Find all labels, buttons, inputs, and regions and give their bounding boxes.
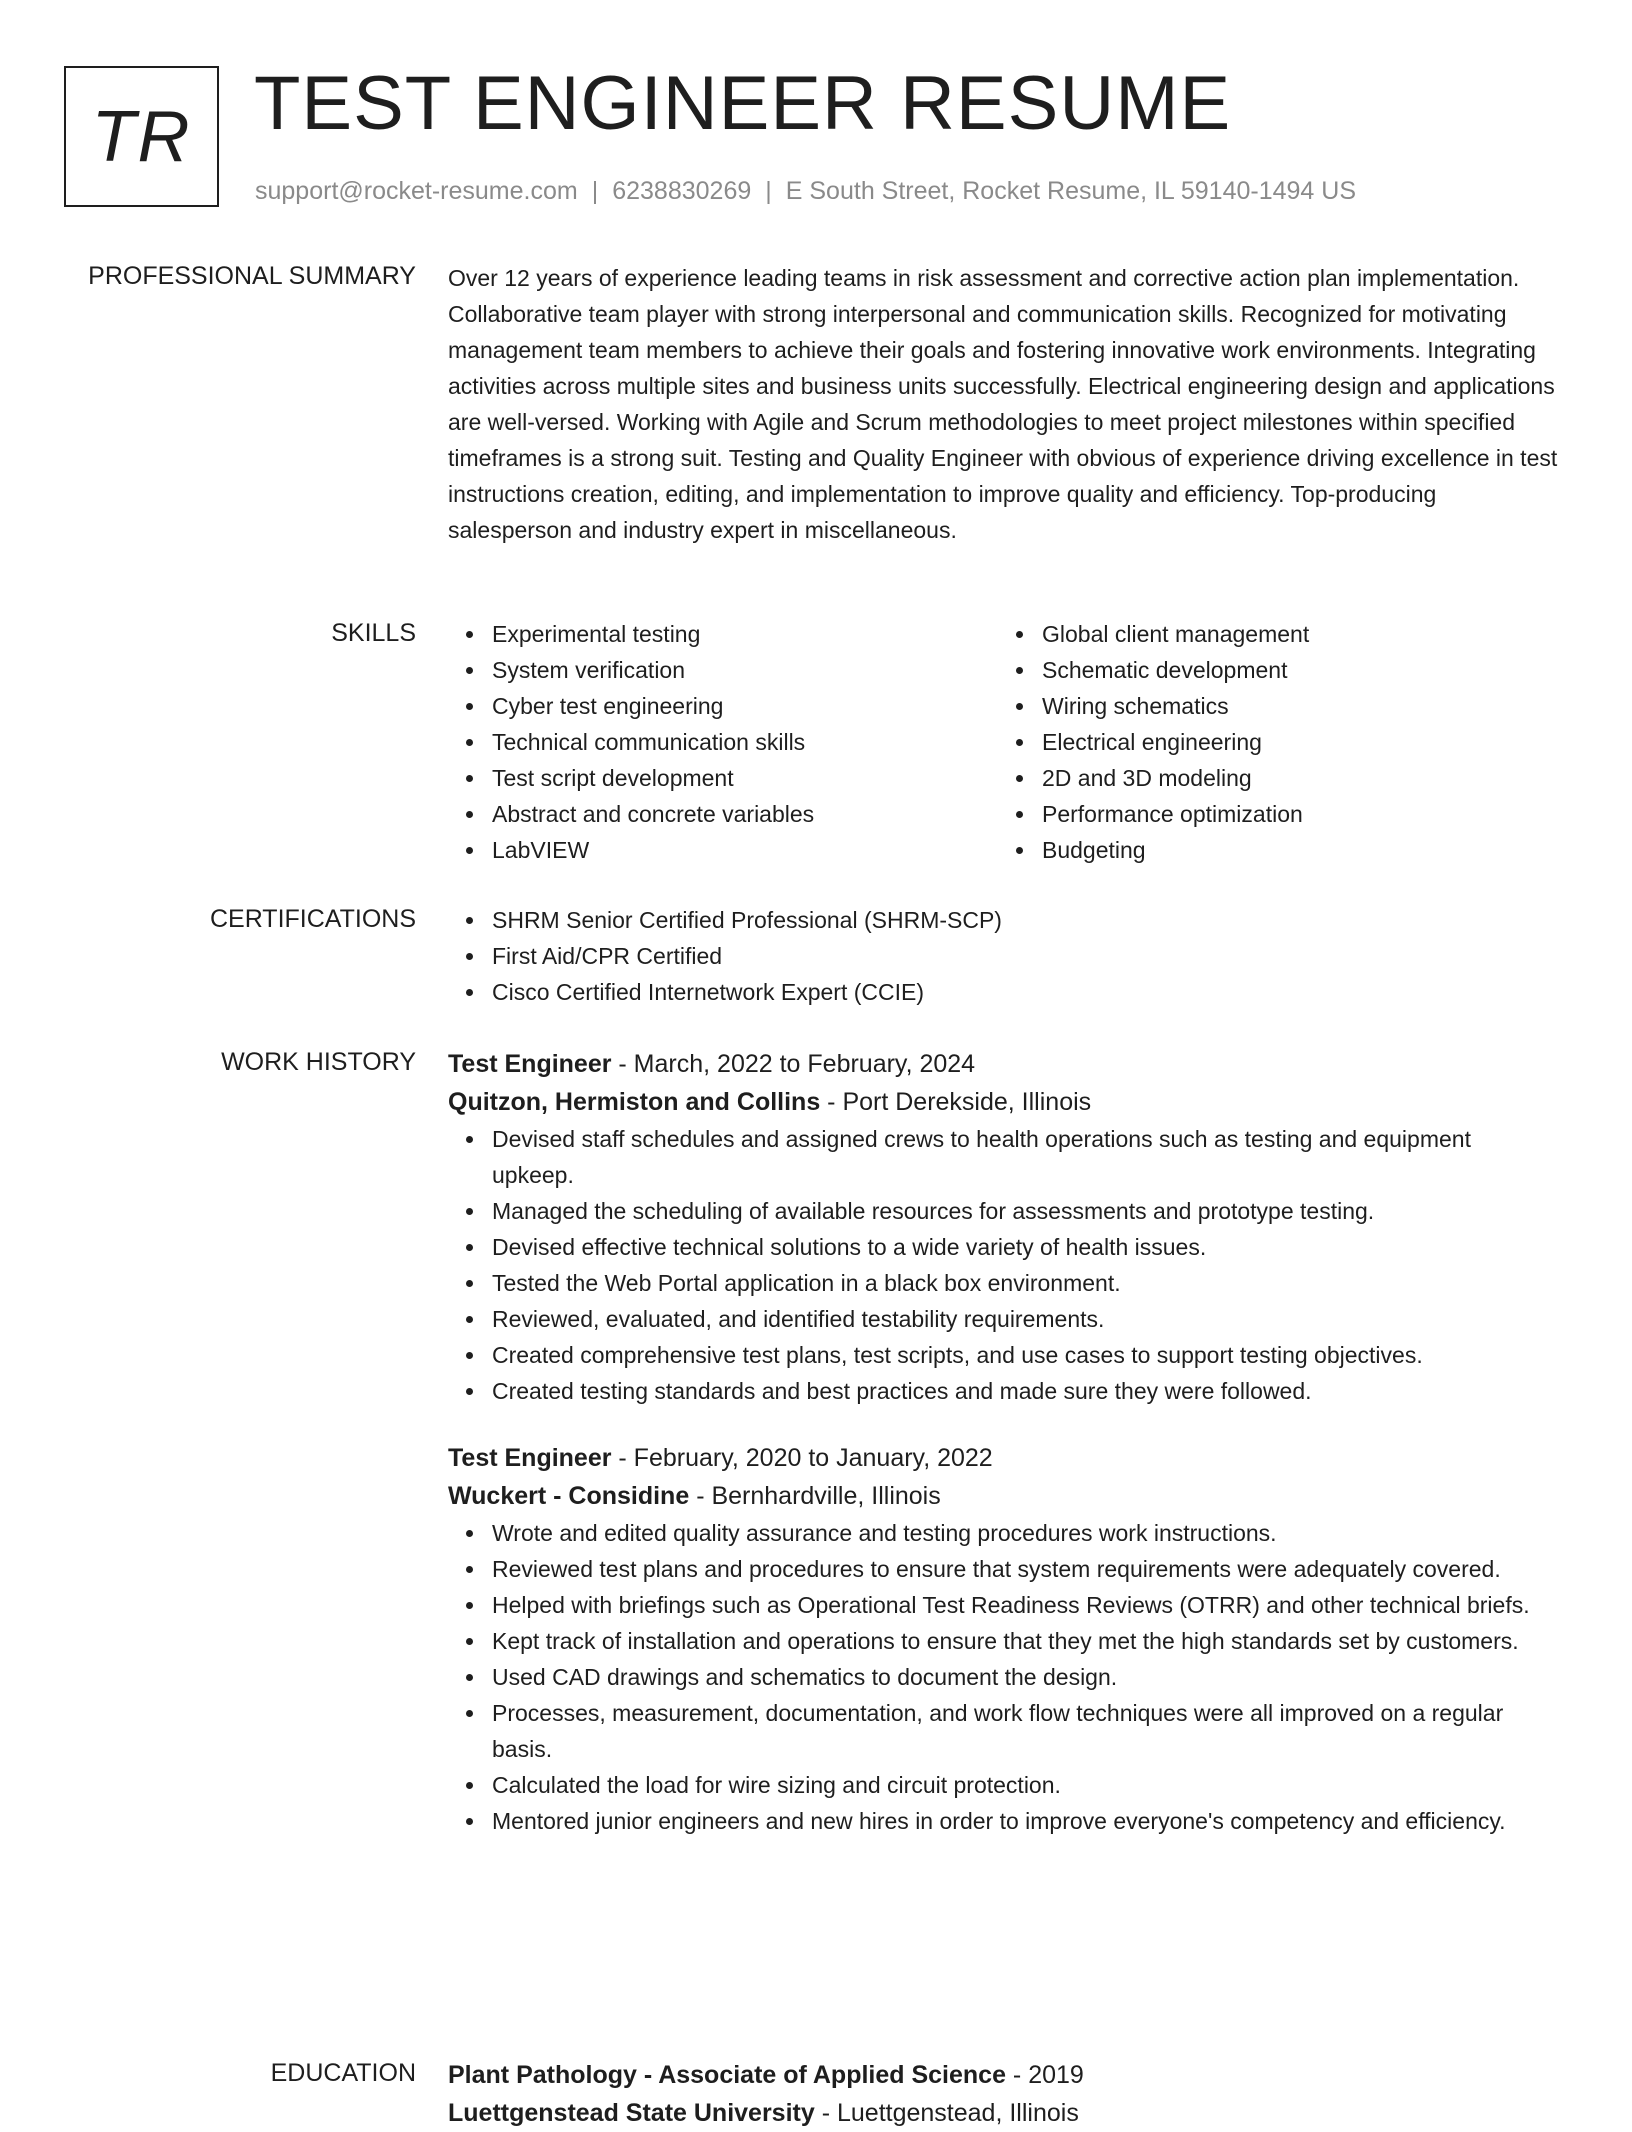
skills-grid — [448, 616, 1558, 868]
skill-item: Performance optimization — [1042, 796, 1548, 832]
job-dates: - March, 2022 to February, 2024 — [611, 1050, 976, 1078]
job-bullet: Reviewed, evaluated, and identified testability requirements. — [492, 1301, 1558, 1337]
job-bullet: Tested the Web Portal application in a black box environment. — [492, 1265, 1558, 1301]
job-title: Test Engineer — [448, 1444, 612, 1472]
education-body — [448, 2056, 1558, 2132]
job-bullet: Helped with briefings such as Operational Test Readiness Reviews (OTRR) and other technical briefs. — [492, 1587, 1558, 1623]
education-school: Luettgenstead State University — [448, 2099, 815, 2127]
contact-email[interactable]: support@rocket-resume.com — [255, 177, 578, 205]
skill-item: Cyber test engineering — [492, 688, 998, 724]
skills-label: SKILLS — [331, 619, 416, 647]
job-company-line — [448, 1477, 1558, 1515]
education-degree: Plant Pathology - Associate of Applied Science — [448, 2061, 1006, 2089]
skills-body — [448, 616, 1558, 868]
resume-title: TEST ENGINEER RESUME — [254, 61, 1232, 146]
skill-item: Abstract and concrete variables — [492, 796, 998, 832]
contact-separator: | — [591, 177, 599, 205]
summary-body — [448, 260, 1558, 548]
job-location: - Bernhardville, Illinois — [689, 1482, 941, 1510]
certifications-list — [448, 902, 1558, 1010]
education-label: EDUCATION — [270, 2059, 416, 2087]
skill-item: 2D and 3D modeling — [1042, 760, 1548, 796]
job-company: Quitzon, Hermiston and Collins — [448, 1088, 821, 1116]
monogram-initials: TR — [91, 96, 192, 177]
certification-item: SHRM Senior Certified Professional (SHRM-SCP) — [492, 902, 1558, 938]
summary-text: Over 12 years of experience leading teams in risk assessment and corrective action plan implementation. Collaborative team player with strong interpersonal and communication skills. Recognized for motivating management team members to achieve their goals and fostering innovative work environments. Integrating activities across multiple sites and business units successfully. Electrical engineering design and applications are well-versed. Working with Agile and Scrum methodologies to meet project milestones within specified timeframes is a strong suit. Testing and Quality Engineer with obvious of experience driving excellence in test instructions creation, editing, and implementation to improve quality and efficiency. Top-producing salesperson and industry expert in miscellaneous. — [448, 265, 1558, 543]
job-location: - Port Derekside, Illinois — [820, 1088, 1092, 1116]
job-bullet: Kept track of installation and operations to ensure that they met the high standards set by customers. — [492, 1623, 1558, 1659]
job-company: Wuckert - Considine — [448, 1482, 690, 1510]
job-bullet-list — [448, 1515, 1558, 1839]
certification-item: Cisco Certified Internetwork Expert (CCIE) — [492, 974, 1558, 1010]
contact-phone[interactable]: 6238830269 — [612, 177, 752, 205]
job-bullet: Calculated the load for wire sizing and circuit protection. — [492, 1767, 1558, 1803]
job-bullet-list — [448, 1121, 1558, 1409]
monogram-box — [64, 66, 219, 207]
work-history-body — [448, 1045, 1558, 1839]
skill-item: LabVIEW — [492, 832, 998, 868]
skill-item: Budgeting — [1042, 832, 1548, 868]
job-title-line — [448, 1439, 1558, 1477]
skill-item: Test script development — [492, 760, 998, 796]
job-dates: - February, 2020 to January, 2022 — [611, 1444, 993, 1472]
skill-item: System verification — [492, 652, 998, 688]
education-school-line — [448, 2094, 1558, 2132]
job-bullet: Used CAD drawings and schematics to document the design. — [492, 1659, 1558, 1695]
skill-item: Wiring schematics — [1042, 688, 1548, 724]
skill-item: Technical communication skills — [492, 724, 998, 760]
job-bullet: Devised staff schedules and assigned crews to health operations such as testing and equipment upkeep. — [492, 1121, 1558, 1193]
job-bullet: Processes, measurement, documentation, and work flow techniques were all improved on a regular basis. — [492, 1695, 1558, 1767]
job-bullet: Managed the scheduling of available resources for assessments and prototype testing. — [492, 1193, 1558, 1229]
work-history-label: WORK HISTORY — [221, 1048, 416, 1076]
skill-item: Experimental testing — [492, 616, 998, 652]
job-bullet: Created testing standards and best practices and made sure they were followed. — [492, 1373, 1558, 1409]
skill-item: Electrical engineering — [1042, 724, 1548, 760]
job-bullet: Mentored junior engineers and new hires in order to improve everyone's competency and efficiency. — [492, 1803, 1558, 1839]
skill-item: Global client management — [1042, 616, 1548, 652]
job-title-line — [448, 1045, 1558, 1083]
certifications-body — [448, 902, 1558, 1010]
skills-list-left — [448, 616, 998, 868]
certification-item: First Aid/CPR Certified — [492, 938, 1558, 974]
job-title: Test Engineer — [448, 1050, 612, 1078]
job-entry — [448, 1439, 1558, 1839]
job-bullet: Devised effective technical solutions to a wide variety of health issues. — [492, 1229, 1558, 1265]
summary-label: PROFESSIONAL SUMMARY — [88, 262, 416, 290]
skills-column-left — [448, 616, 998, 868]
contact-address: E South Street, Rocket Resume, IL 59140-1494 US — [785, 177, 1356, 205]
job-company-line — [448, 1083, 1558, 1121]
skill-item: Schematic development — [1042, 652, 1548, 688]
job-entry — [448, 1045, 1558, 1409]
job-bullet: Reviewed test plans and procedures to ensure that system requirements were adequately covered. — [492, 1551, 1558, 1587]
job-bullet: Wrote and edited quality assurance and testing procedures work instructions. — [492, 1515, 1558, 1551]
certifications-label: CERTIFICATIONS — [209, 905, 416, 933]
job-bullet: Created comprehensive test plans, test scripts, and use cases to support testing objectives. — [492, 1337, 1558, 1373]
contact-line — [255, 174, 1356, 208]
skills-column-right — [998, 616, 1548, 868]
contact-separator: | — [765, 177, 772, 205]
skills-list-right — [998, 616, 1548, 868]
education-year: - 2019 — [1005, 2061, 1084, 2089]
education-degree-line — [448, 2056, 1558, 2094]
education-location: - Luettgenstead, Illinois — [814, 2099, 1079, 2127]
